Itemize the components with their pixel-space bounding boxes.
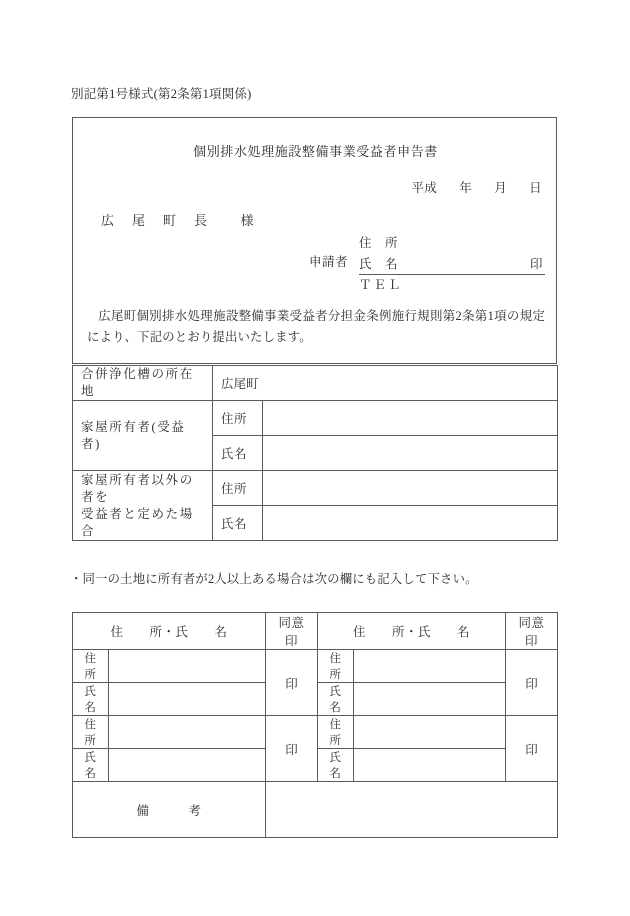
row2-left-address-label: 住所: [73, 716, 109, 749]
date-era: 平成: [411, 181, 438, 195]
sub-label-house-owner-address: 住所: [213, 401, 263, 436]
applicant-address-label: 住 所: [359, 236, 399, 250]
row-label-non-owner-line1: 家屋所有者以外の者を: [81, 472, 194, 504]
remarks-value[interactable]: [266, 782, 558, 838]
row1-right-address-value[interactable]: [354, 650, 506, 683]
sub-label-non-owner-address: 住所: [213, 471, 263, 506]
table-header-row: [73, 613, 558, 650]
row2-right-seal[interactable]: 印: [506, 716, 558, 782]
declaration-box: [72, 117, 557, 364]
cell-house-owner-address[interactable]: [263, 401, 558, 436]
row2-right-address-label: 住所: [318, 716, 354, 749]
body-paragraph-text: 広尾町個別排水処理施設整備事業受益者分担金条例施行規則第2条第1項の規定により、下記のとおり提出いたします。: [87, 309, 545, 344]
date-year-unit: 年: [459, 181, 473, 195]
form-number: 別記第1号様式(第2条第1項関係): [71, 87, 252, 101]
applicant-name-label: 氏 名: [359, 257, 399, 271]
row2-left-name-value[interactable]: [109, 749, 266, 782]
row1-left-name-value[interactable]: [109, 683, 266, 716]
table-row: [73, 650, 558, 683]
row1-right-name-value[interactable]: [354, 683, 506, 716]
applicant-label: 申請者: [309, 255, 349, 269]
applicant-tel-field[interactable]: [359, 275, 549, 296]
sub-label-non-owner-name: 氏名: [213, 506, 263, 541]
row2-left-seal[interactable]: 印: [266, 716, 318, 782]
header-seal-right: 同意印: [506, 613, 558, 650]
row1-right-address-label: 住所: [318, 650, 354, 683]
applicant-address-field[interactable]: [359, 233, 549, 254]
row-label-house-owner: 家屋所有者(受益者): [73, 401, 213, 471]
co-owner-consent-table: [72, 612, 558, 838]
row2-left-address-value[interactable]: [109, 716, 266, 749]
body-paragraph: [87, 306, 545, 348]
date-line: [411, 178, 542, 196]
note-text: ・同一の土地に所有者が2人以上ある場合は次の欄にも記入して下さい。: [70, 572, 478, 586]
row1-left-address-label: 住所: [73, 650, 109, 683]
date-day-unit: 日: [529, 181, 542, 195]
table-row: [73, 401, 558, 436]
row1-right-name-label: 氏名: [318, 683, 354, 716]
row-label-non-owner-beneficiary: [73, 471, 213, 541]
cell-house-owner-name[interactable]: [263, 436, 558, 471]
row2-right-address-value[interactable]: [354, 716, 506, 749]
row2-left-name-label: 氏名: [73, 749, 109, 782]
row-label-septic-location: 合併浄化槽の所在地: [73, 366, 213, 401]
row-label-non-owner-line2: 受益者と定めた場合: [81, 506, 194, 538]
addressee: 広 尾 町 長 様: [101, 213, 257, 228]
header-address-name-right: 住 所・氏 名: [318, 613, 506, 650]
table-row: [73, 716, 558, 749]
sub-label-house-owner-name: 氏名: [213, 436, 263, 471]
main-info-table: [72, 365, 558, 541]
table-row: [73, 471, 558, 506]
date-month-unit: 月: [494, 181, 508, 195]
cell-septic-location-value[interactable]: 広尾町: [213, 366, 558, 401]
row1-left-seal[interactable]: 印: [266, 650, 318, 716]
header-seal-left: 同意印: [266, 613, 318, 650]
header-address-name-left: 住 所・氏 名: [73, 613, 266, 650]
cell-non-owner-address[interactable]: [263, 471, 558, 506]
page-title: 個別排水処理施設整備事業受益者申告書: [193, 144, 438, 159]
table-row: [73, 366, 558, 401]
row1-left-name-label: 氏名: [73, 683, 109, 716]
row1-left-address-value[interactable]: [109, 650, 266, 683]
applicant-tel-label: ＴＥＬ: [359, 278, 403, 292]
remarks-label: 備 考: [73, 782, 266, 838]
applicant-name-field[interactable]: [359, 254, 545, 275]
row2-right-name-label: 氏名: [318, 749, 354, 782]
row2-right-name-value[interactable]: [354, 749, 506, 782]
cell-non-owner-name[interactable]: [263, 506, 558, 541]
table-row: [73, 782, 558, 838]
applicant-seal-mark: 印: [529, 257, 543, 271]
applicant-fields: [359, 233, 549, 296]
row1-right-seal[interactable]: 印: [506, 650, 558, 716]
